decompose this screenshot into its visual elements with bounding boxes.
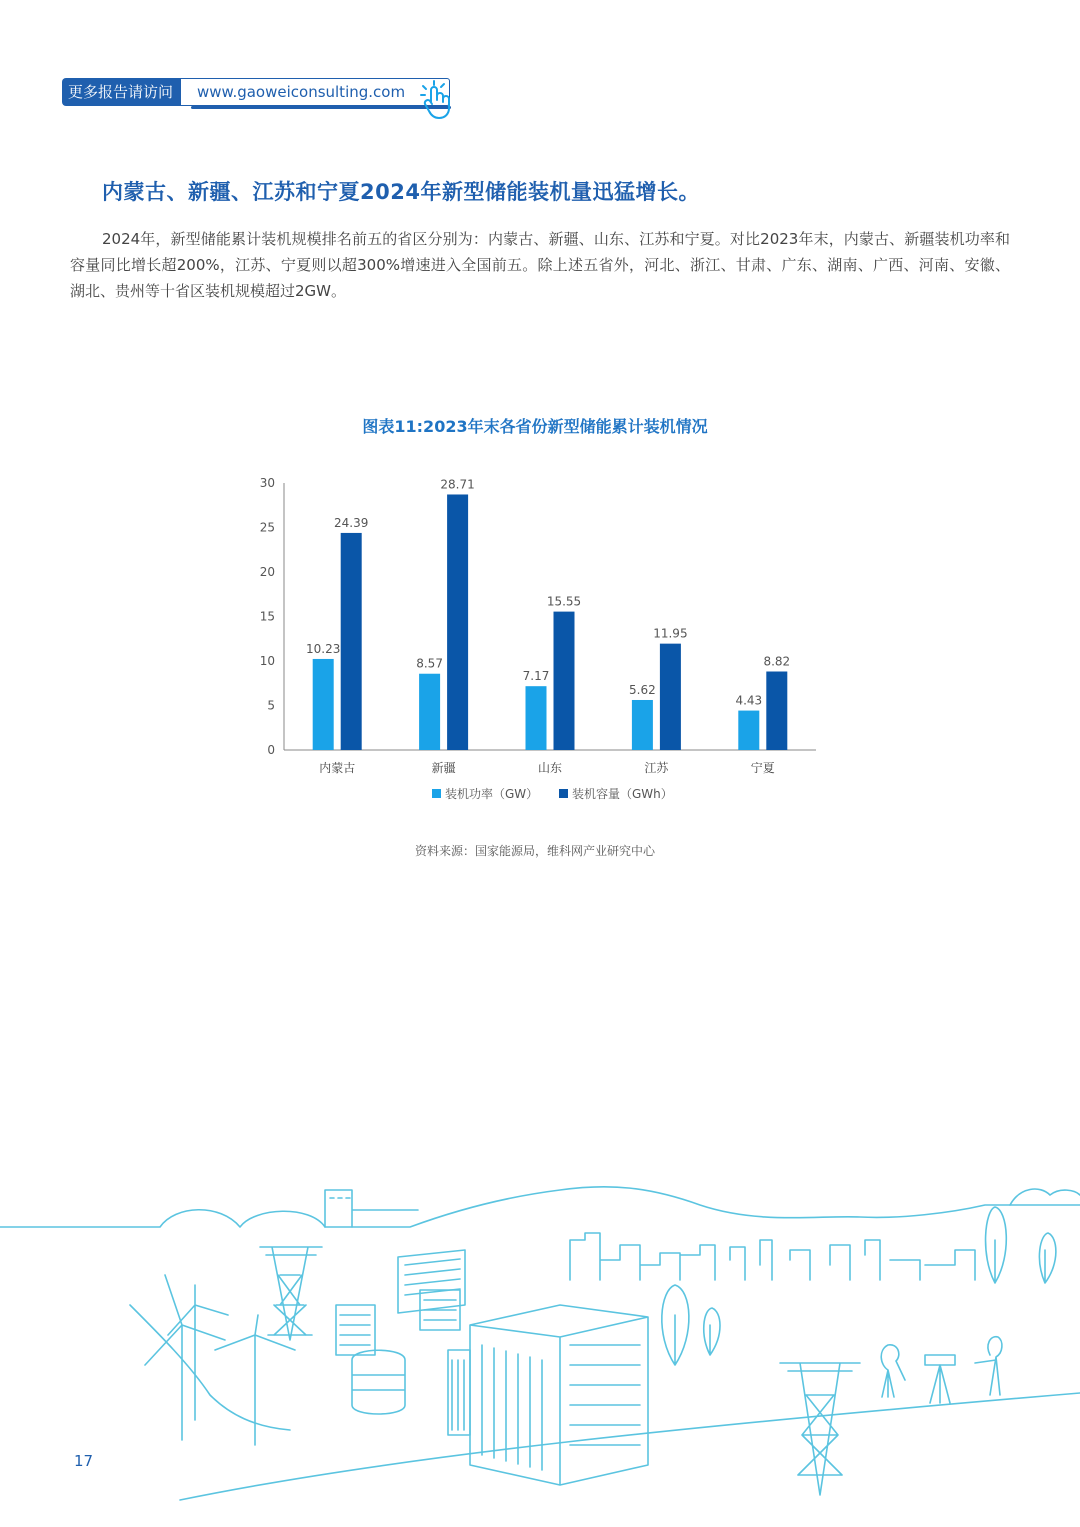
x-category-label: 山东: [537, 761, 563, 775]
x-category-label: 江苏: [644, 761, 669, 775]
chart-title: 图表11:2023年末各省份新型储能累计装机情况: [362, 417, 708, 436]
capacity-bar: [660, 644, 681, 750]
power-bar: [738, 711, 759, 750]
banner-tag: 更多报告请访问: [62, 78, 181, 106]
power-bar: [313, 659, 334, 750]
bar-value-label: 15.55: [546, 594, 582, 609]
power-bar: [632, 700, 653, 750]
capacity-bar: [341, 533, 362, 750]
y-tick-label: 25: [259, 520, 275, 535]
capacity-bar: [766, 672, 787, 750]
y-tick-label: 30: [259, 476, 275, 490]
bar-value-label: 7.17: [522, 669, 550, 684]
legend-power-swatch: [432, 789, 441, 798]
bar-value-label: 4.43: [735, 693, 763, 708]
chart-source: 资料来源：国家能源局，维科网产业研究中心: [414, 844, 655, 858]
bar-value-label: 24.39: [334, 515, 369, 530]
x-category-label: 宁夏: [750, 761, 775, 775]
x-category-label: 新疆: [431, 761, 456, 775]
x-category-label: 内蒙古: [319, 761, 356, 775]
legend-label: 装机功率（GW）: [445, 787, 539, 801]
legend-capacity-swatch: [559, 789, 568, 798]
bar-value-label: 8.82: [763, 654, 791, 669]
page-number: 17: [74, 1452, 94, 1470]
report-link-banner: [62, 77, 450, 107]
y-tick-label: 20: [259, 565, 275, 579]
power-bar: [419, 674, 440, 750]
capacity-bar: [554, 612, 575, 750]
bar-value-label: 10.23: [306, 641, 341, 656]
power-bar: [526, 686, 547, 750]
section-heading: 内蒙古、新疆、江苏和宁夏2024年新型储能装机量迅猛增长。: [102, 180, 700, 204]
bar-value-label: 11.95: [653, 626, 688, 641]
y-tick-label: 10: [259, 654, 275, 668]
website-link[interactable]: www.gaoweiconsulting.com: [181, 78, 450, 106]
capacity-bar: [447, 494, 468, 750]
bar-value-label: 8.57: [416, 656, 443, 671]
legend-label: 装机容量（GWh）: [572, 787, 673, 801]
y-tick-label: 0: [267, 743, 275, 757]
y-tick-label: 15: [259, 609, 275, 624]
y-tick-label: 5: [267, 698, 275, 713]
pointer-hand-icon: [417, 80, 459, 122]
bar-value-label: 5.62: [629, 682, 656, 697]
body-paragraph: 2024年，新型储能累计装机规模排名前五的省区分别为：内蒙古、新疆、山东、江苏和宁夏。对比2023年末，内蒙古、新疆装机功率和容量同比增长超200%，江苏、宁夏则以超300%增速进入全国前五。除上述五省外，河北、浙江、甘肃、广东、湖南、广西、河南、安徽、湖北、贵州等十省区装机规模超过2GW。: [70, 230, 1010, 300]
bar-value-label: 28.71: [440, 477, 475, 492]
scenery-illustration: [0, 1165, 1080, 1505]
bar-chart: [240, 465, 840, 810]
